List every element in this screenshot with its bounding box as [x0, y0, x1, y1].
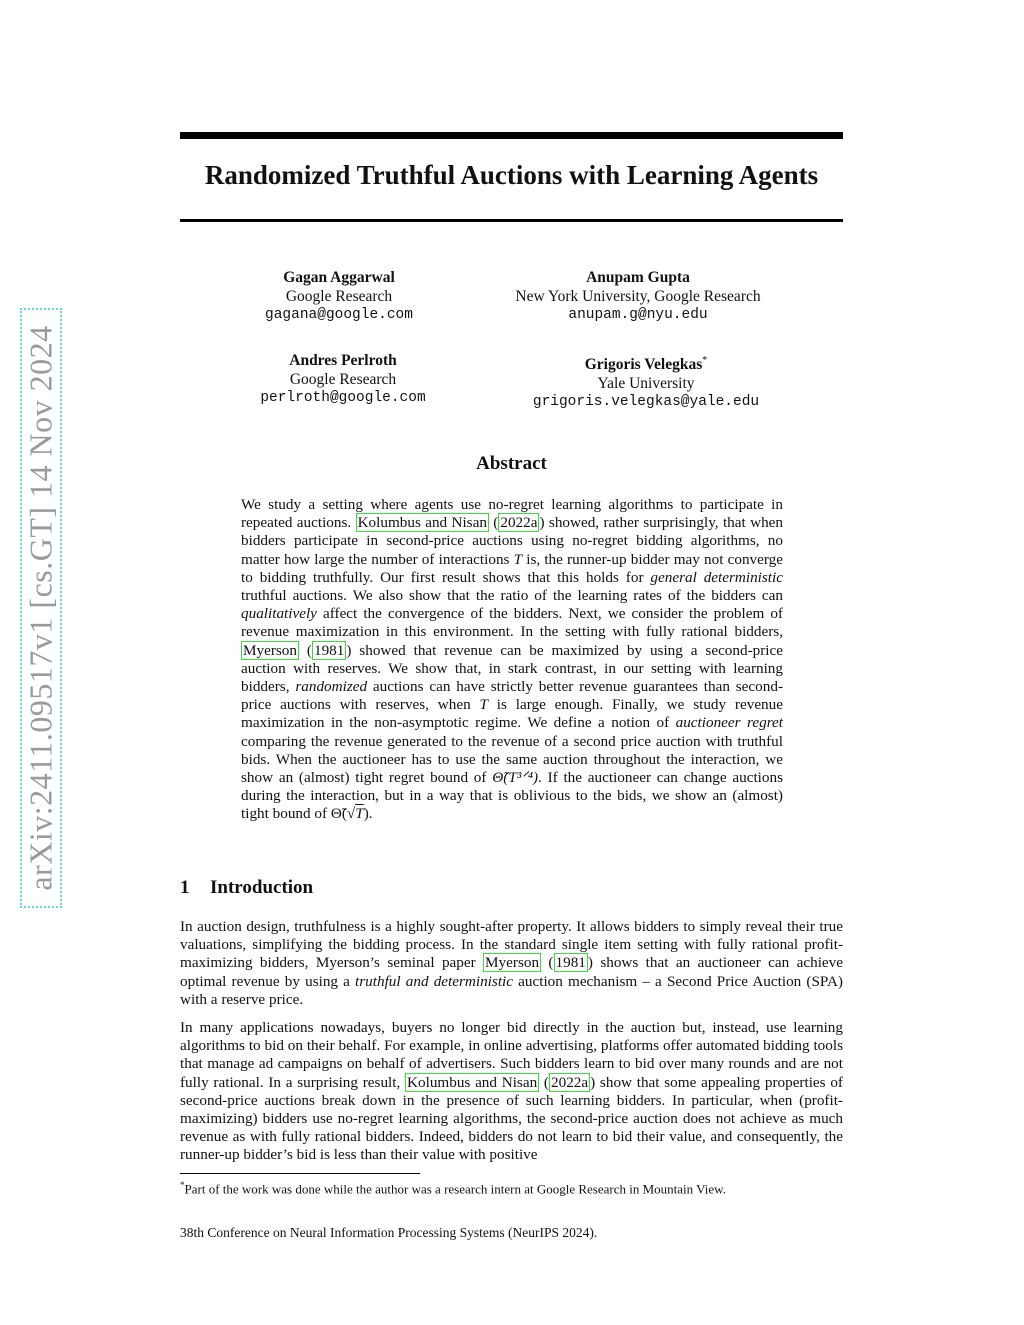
footnote: [180, 1177, 843, 1197]
venue-note: 38th Conference on Neural Information Processing Systems (NeurIPS 2024).: [180, 1225, 598, 1240]
body-paragraph: In many applications nowadays, buyers no longer bid directly in the auction but, instead, use learning algorithms to bid on their behalf. For example, in online advertising, platforms offer automated bidding tools that manage ad campaigns on behalf of advertisers. Such bidders learn to bid over many rounds and are not fully rational. In a surprising result, Kolumbus and Nisan ( 2022a ) show that some appealing properties of second-price auctions break down in the presence of such learning bidders. In particular, when (profit-maximizing) bidders use no-regret learning algorithms, the second-price auction does not achieve as much revenue as with fully rational bidders. Indeed, bidders do not learn to bid their value, and consequently, the runner-up bidder’s bid is less than their value with positive: [180, 1019, 843, 1164]
paragraph-text: In many applications nowadays, buyers no longer bid directly in the auction but, instead, use learning algorithms to bid on their behalf. For example, in online advertising, platforms offer automated bidding tools that manage ad campaigns on behalf of advertisers. Such bidders learn to bid over many rounds and are not fully rational. In a surprising result,: [180, 1019, 843, 1091]
section-title: Introduction: [210, 877, 314, 898]
citation-link[interactable]: Myerson: [485, 954, 540, 972]
emphasis: randomized: [295, 678, 368, 696]
abstract-sentence: affect the convergence of the bidders. Next, we consider the problem of revenue maximization in this environment. In the setting with fully rational bidders,: [241, 605, 783, 641]
abstract-sentence: comparing the revenue generated to the revenue of a second price auction with truthful bids. When the auctioneer has to use the same auction throughout the interaction, we show an (almost) tight regret bound of: [241, 732, 783, 787]
citation-year-link[interactable]: 1981: [555, 954, 586, 972]
paragraph-text: show that some appealing properties of second-price auctions break down in the presence of such learning bidders. In particular, when (profit-maximizing) bidders use no-regret learning algorithms, the second-price auction does not achieve as much revenue as with fully rational bidders. Indeed, bidders do not learn to bid their value, and consequently, the runner-up bidder’s bid is less than their value with positive: [180, 1073, 843, 1164]
abstract-text: We study a setting where agents use no-regret learning algorithms to participate in repeated auctions. Kolumbus and Nisan ( 2022a ) showed, rather surprisingly, that when bidders participate in second-price auctions using no-regret bidding algorithms, no matter how large the number of interactions T is, the runner-up bidder may not converge to bidding truthfully. Our first result shows that this holds for general deterministic truthful auctions. We also show that the ratio of the learning rates of the bidders can qualitatively affect the convergence of the bidders. Next, we consider the problem of revenue maximization in this environment. In the setting with fully rational bidders, Myerson ( 1981 ) showed that revenue can be maximized by using a second-price auction with reserves. We show that, in stark contrast, in our setting with learning bidders, randomized auctions can have strictly better revenue guarantees than second-price auctions with reserves, when T is large enough. Finally, we study revenue maximization in the non-asymptotic regime. We define a notion of auctioneer regret comparing the revenue generated to the revenue of a second price auction with truthful bids. When the auctioneer has to use the same auction throughout the interaction, we show an (almost) tight regret bound of Θ̃(T³ᐟ⁴). If the auctioneer can change auctions during the interaction, but in a way that is oblivious to the bids, we show an (almost) tight bound of Θ̃(√T).: [241, 496, 784, 823]
author-name: Gagan Aggarwal: [283, 269, 395, 286]
emphasis: auctioneer regret: [675, 714, 783, 732]
author-name: Anupam Gupta: [586, 269, 690, 286]
author-name: Grigoris Velegkas: [584, 356, 703, 374]
math-var: T: [513, 550, 523, 568]
author-email[interactable]: grigoris.velegkas@yale.edu: [532, 394, 760, 411]
body-paragraph: In auction design, truthfulness is a highly sought-after property. It allows bidders to simply reveal their true valuations, simplifying the bidding process. In the standard single item setting with fully rational profit-maximizing bidders, Myerson’s seminal paper Myerson ( 1981 ) shows that an auctioneer can achieve optimal revenue by using a truthful and deterministic auction mechanism – a Second Price Auction (SPA) with a reserve price.: [180, 918, 843, 1008]
abstract-sentence: We study a setting where agents use no-regret learning algorithms to participate in repeated auctions.: [241, 496, 783, 532]
abstract-sentence: is, the runner-up bidder may not converge to bidding truthfully. Our first result shows that this holds for: [241, 550, 783, 586]
title-top-rule: [180, 132, 843, 139]
author-affiliation: New York University, Google Research: [515, 287, 761, 305]
paragraph-text: auction mechanism – a Second Price Auction (SPA) with a reserve price.: [180, 972, 843, 1008]
author-name: Andres Perlroth: [289, 352, 397, 369]
author-affiliation: Yale University: [597, 374, 695, 392]
bound-suffix: ).: [363, 805, 373, 823]
footnote-marker[interactable]: *: [702, 355, 708, 366]
section-heading: [180, 877, 313, 899]
author-affiliation: Google Research: [285, 287, 393, 305]
abstract-sentence: is large enough. Finally, we study revenue maximization in the non-asymptotic regime. We define a notion of: [241, 696, 783, 732]
title-bottom-rule: [180, 219, 843, 222]
abstract-heading: Abstract: [476, 453, 547, 474]
citation-link[interactable]: Kolumbus and Nisan: [357, 514, 487, 532]
abstract-sentence: auctions can have strictly better revenue guarantees than second-price auctions with reserves, when: [241, 678, 783, 714]
abstract-sentence: truthful auctions. We also show that the ratio of the learning rates of the bidders can: [241, 587, 783, 605]
paragraph-text: In auction design, truthfulness is a highly sought-after property. It allows bidders to simply reveal their true valuations, simplifying the bidding process. In the standard single item setting with fully rational profit-maximizing bidders, Myerson’s seminal paper: [180, 918, 843, 972]
abstract-sentence: showed, rather surprisingly, that when bidders participate in second-price auctions using no-regret bidding algorithms, no matter how large the number of interactions: [241, 514, 783, 568]
math-var: T: [479, 696, 488, 714]
regret-bound: Θ̃(T³ᐟ⁴): [492, 769, 539, 787]
abstract-sentence: showed that revenue can be maximized by using a second-price auction with reserves. We show that, in stark contrast, in our setting with learning bidders,: [241, 641, 784, 696]
citation-link[interactable]: Kolumbus and Nisan: [407, 1073, 538, 1091]
author-email[interactable]: anupam.g@nyu.edu: [568, 307, 708, 323]
emphasis: qualitatively: [241, 605, 317, 623]
citation-year-link[interactable]: 2022a: [500, 514, 538, 532]
emphasis: general deterministic: [650, 568, 783, 586]
section-number: 1: [180, 877, 190, 898]
emphasis: truthful and deterministic: [355, 972, 513, 990]
footnote-text: Part of the work was done while the author was a research intern at Google Research in Mountain View.: [184, 1181, 726, 1197]
paragraph-text: shows that an auctioneer can achieve optimal revenue by using a: [180, 954, 843, 990]
author-block: [478, 269, 798, 325]
author-email[interactable]: gagana@google.com: [265, 307, 413, 323]
citation-year-link[interactable]: 1981: [313, 641, 345, 659]
arxiv-stamp[interactable]: [20, 308, 62, 908]
author-block: [486, 352, 806, 412]
citation-year-link[interactable]: 2022a: [551, 1073, 589, 1091]
author-block: [183, 352, 503, 408]
math-var: T: [355, 805, 364, 823]
bound-prefix: Θ̃(√: [330, 805, 356, 823]
author-email[interactable]: perlroth@google.com: [260, 390, 426, 406]
paper-title: Randomized Truthful Auctions with Learning Agents: [204, 160, 819, 190]
footnote-rule: [180, 1173, 420, 1174]
abstract-sentence: . If the auctioneer can change auctions during the interaction, but in a way that is oblivious to the bids, we show an (almost) tight bound of: [241, 769, 784, 823]
author-name-line: [486, 352, 806, 375]
author-affiliation: Google Research: [289, 370, 397, 388]
arxiv-identifier[interactable]: arXiv:2411.09517v1 [cs.GT] 14 Nov 2024: [22, 325, 59, 891]
citation-link[interactable]: Myerson: [243, 641, 297, 659]
footnote-mark: *: [180, 1180, 185, 1190]
author-block: [179, 269, 499, 325]
